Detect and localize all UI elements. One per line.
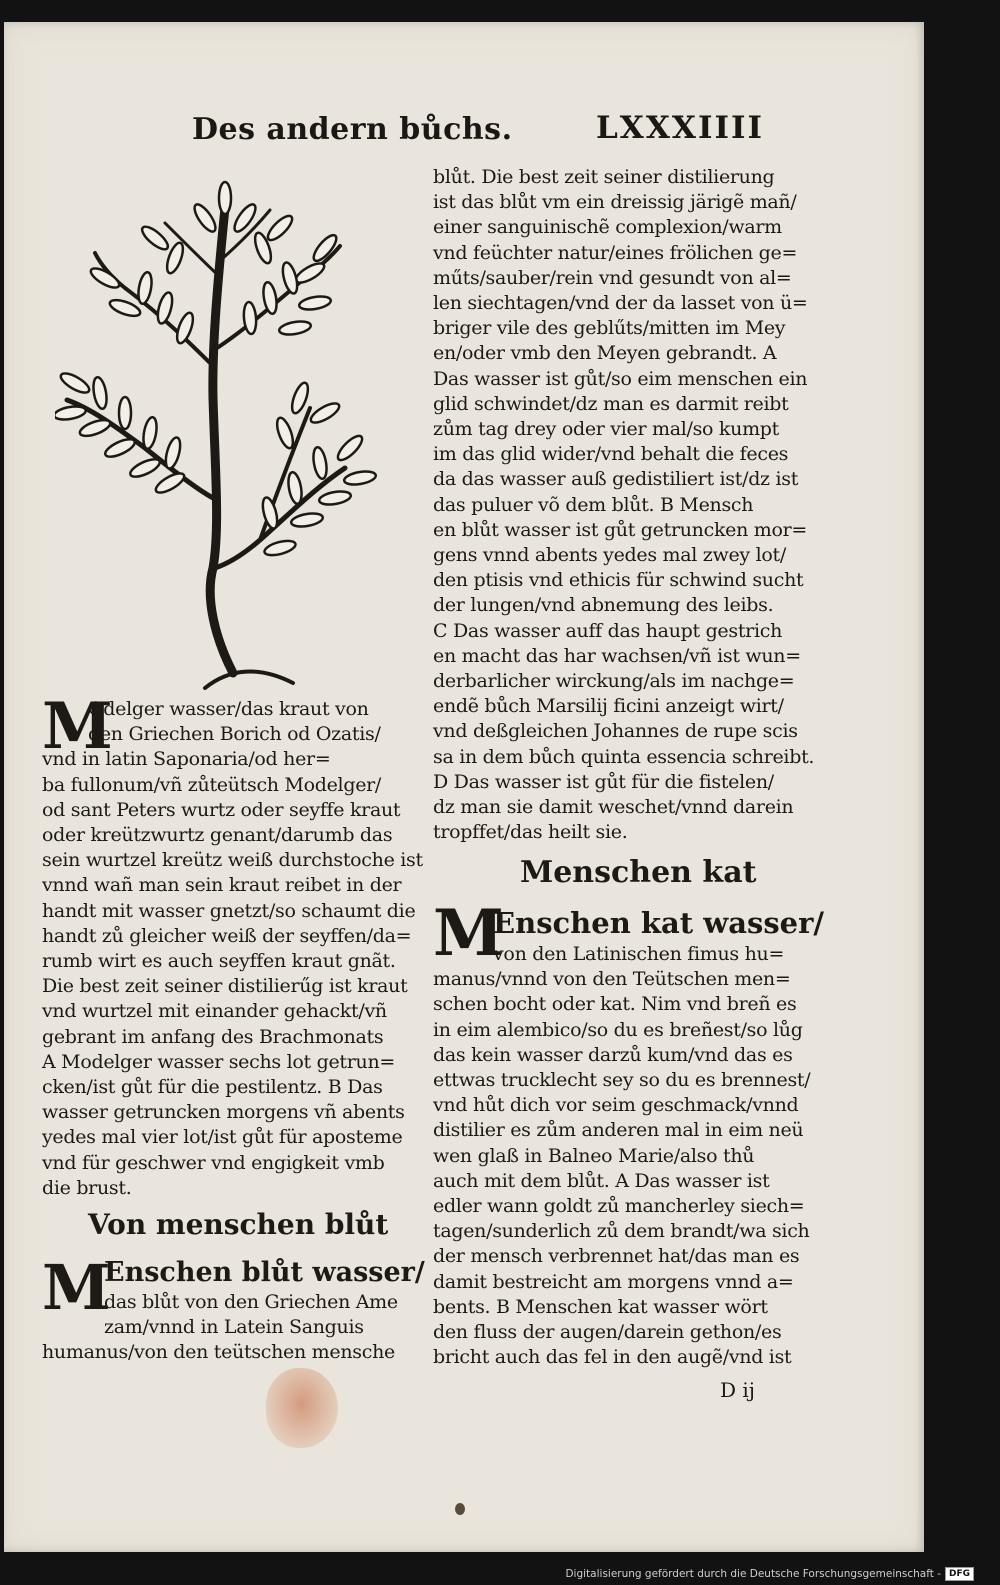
left-column-text <box>42 689 423 1201</box>
text-line: manus/vnnd von den Teütschen men= <box>433 968 791 991</box>
text-line: den fluss der augen/darein gethon/es <box>433 1321 782 1344</box>
text-line: C Das wasser auff das haupt gestrich <box>433 619 783 642</box>
text-line: die brust. <box>42 1176 132 1199</box>
text-line: vnd wurtzel mit einander gehackt/vñ <box>42 1000 387 1023</box>
text-line: das kein wasser darzů kum/vnd das es <box>433 1043 793 1066</box>
text-line: Odelger wasser/das kraut von <box>88 698 369 720</box>
paper-stain <box>266 1368 338 1448</box>
text-line: den Griechen Borich od Ozatis/ <box>88 723 381 746</box>
text-line: vnd hůt dich vor seim geschmack/vnnd <box>433 1094 799 1117</box>
text-line: vnd für geschwer vnd engigkeit vmb <box>42 1151 385 1174</box>
text-line: D Das wasser ist gůt für die fistelen/ <box>433 770 774 793</box>
text-line: yedes mal vier lot/ist gůt für aposteme <box>42 1126 403 1149</box>
running-head: Des andern bůchs. <box>192 112 513 147</box>
text-line: en blůt wasser ist gůt getruncken mor= <box>433 518 808 541</box>
text-line: handt mit wasser gnetzt/so schaumt die <box>42 899 416 922</box>
section-lead-line: Enschen kat wasser/ <box>493 906 824 940</box>
text-line: dz man sie damit weschet/vnnd darein <box>433 796 794 819</box>
drop-cap-initial: M <box>42 689 113 764</box>
text-line: en macht das har wachsen/vñ ist wun= <box>433 644 801 667</box>
text-line: en/oder vmb den Meyen gebrandt. A <box>433 342 777 365</box>
text-line: vnd in latin Saponaria/od her= <box>42 748 331 771</box>
text-line: derbarlicher wirckung/als im nachge= <box>433 670 795 693</box>
drop-cap-initial: M <box>433 896 504 971</box>
text-line: vnd feüchter natur/eines frölichen ge= <box>433 241 798 264</box>
text-line: wasser getruncken morgens vñ abents <box>42 1101 405 1124</box>
text-line: ba fullonum/vñ zůteütsch Modelger/ <box>42 773 382 796</box>
text-line: cken/ist gůt für die pestilentz. B Das <box>42 1076 383 1099</box>
text-line: der lungen/vnd abnemung des leibs. <box>433 594 774 617</box>
drop-cap-initial: M <box>42 1251 111 1324</box>
section-lead-line: Enschen blůt wasser/ <box>104 1257 425 1288</box>
text-line: der mensch verbrennet hat/das man es <box>433 1245 800 1268</box>
folio-number: LXXXIIII <box>596 110 764 146</box>
text-line: den ptisis vnd ethicis für schwind sucht <box>433 569 804 592</box>
text-line: vnd deßgleichen Johannes de rupe scis <box>433 720 798 743</box>
text-line: sa in dem bůch quinta essencia schreibt. <box>433 745 815 768</box>
text-line: wen glaß in Balneo Marie/also thů <box>433 1144 755 1167</box>
text-line: in eim alembico/so du es breñest/so lůg <box>433 1018 803 1041</box>
text-line: bents. B Menschen kat wasser wört <box>433 1295 768 1318</box>
ink-spot <box>455 1503 465 1515</box>
section-heading-menschen-blut: Von menschen blůt <box>88 1208 389 1241</box>
text-line: ettwas trucklecht sey so du es brennest/ <box>433 1069 811 1092</box>
text-line: edler wann goldt zů mancherley siech= <box>433 1195 805 1218</box>
footer-text: Digitalisierung gefördert durch die Deutsche Forschungsgemeinschaft - <box>565 1568 941 1580</box>
text-line: blůt. Die best zeit seiner distilierung <box>433 166 775 188</box>
signature-mark: D ij <box>720 1378 755 1402</box>
text-line: műts/sauber/rein vnd gesundt von al= <box>433 266 792 289</box>
left-section-text <box>42 1251 425 1366</box>
text-line: einer sanguinischẽ complexion/warm <box>433 216 782 239</box>
text-line: bricht auch das fel in den augẽ/vnd ist <box>433 1346 792 1369</box>
text-line: handt zů gleicher weiß der seyffen/da= <box>42 924 412 947</box>
text-line: da das wasser auß gedistiliert ist/dz ist <box>433 468 799 491</box>
text-line: endẽ bůch Marsilij ficini anzeigt wirt/ <box>433 695 784 718</box>
text-line: ist das blůt vm ein dreissig järigẽ mañ/ <box>433 191 797 214</box>
plant-woodcut-illustration <box>55 168 385 698</box>
text-line: sein wurtzel kreütz weiß durchstoche ist <box>42 849 423 872</box>
text-line: rumb wirt es auch seyffen kraut gnãt. <box>42 950 396 973</box>
text-line: vnnd wañ man sein kraut reibet in der <box>42 874 402 897</box>
text-line: od sant Peters wurtz oder seyffe kraut <box>42 798 401 821</box>
text-line: len siechtagen/vnd der da lasset von ü= <box>433 292 808 315</box>
text-line: das puluer võ dem blůt. B Mensch <box>433 493 754 516</box>
dfg-logo-icon: DFG <box>945 1567 974 1581</box>
text-line: A Modelger wasser sechs lot getrun= <box>42 1050 395 1073</box>
section-heading-menschen-kat: Menschen kat <box>520 855 757 890</box>
text-line: humanus/von den teütschen mensche <box>42 1341 395 1364</box>
text-line: oder kreützwurtz genant/darumb das <box>42 824 393 847</box>
text-line: distilier es zům anderen mal in eim neü <box>433 1119 804 1142</box>
text-line: tropffet/das heilt sie. <box>433 821 628 844</box>
digitization-footer <box>565 1567 974 1581</box>
right-column-text <box>433 165 813 845</box>
text-line: im das glid wider/vnd behalt die feces <box>433 443 789 466</box>
text-line: damit bestreicht am morgens vnnd a= <box>433 1270 794 1293</box>
text-line: gebrant im anfang des Brachmonats <box>42 1025 384 1048</box>
text-line: schen bocht oder kat. Nim vnd breñ es <box>433 993 797 1016</box>
text-line: tagen/sunderlich zů dem brandt/wa sich <box>433 1220 810 1243</box>
text-line: zam/vnnd in Latein Sanguis <box>104 1316 364 1339</box>
text-line: von den Latinischen fimus hu= <box>493 943 785 965</box>
right-section-text <box>433 896 824 1370</box>
text-line: Das wasser ist gůt/so eim menschen ein <box>433 367 808 390</box>
text-line: gens vnnd abents yedes mal zwey lot/ <box>433 544 786 567</box>
text-line: Die best zeit seiner distilierűg ist kraut <box>42 975 408 998</box>
text-line: glid schwindet/dz man es darmit reibt <box>433 392 789 415</box>
text-line: auch mit dem blůt. A Das wasser ist <box>433 1169 770 1192</box>
text-line: zům tag drey oder vier mal/so kumpt <box>433 418 779 441</box>
text-line: briger vile des geblűts/mitten im Mey <box>433 317 786 340</box>
text-line: das blůt von den Griechen Ame <box>104 1291 398 1313</box>
